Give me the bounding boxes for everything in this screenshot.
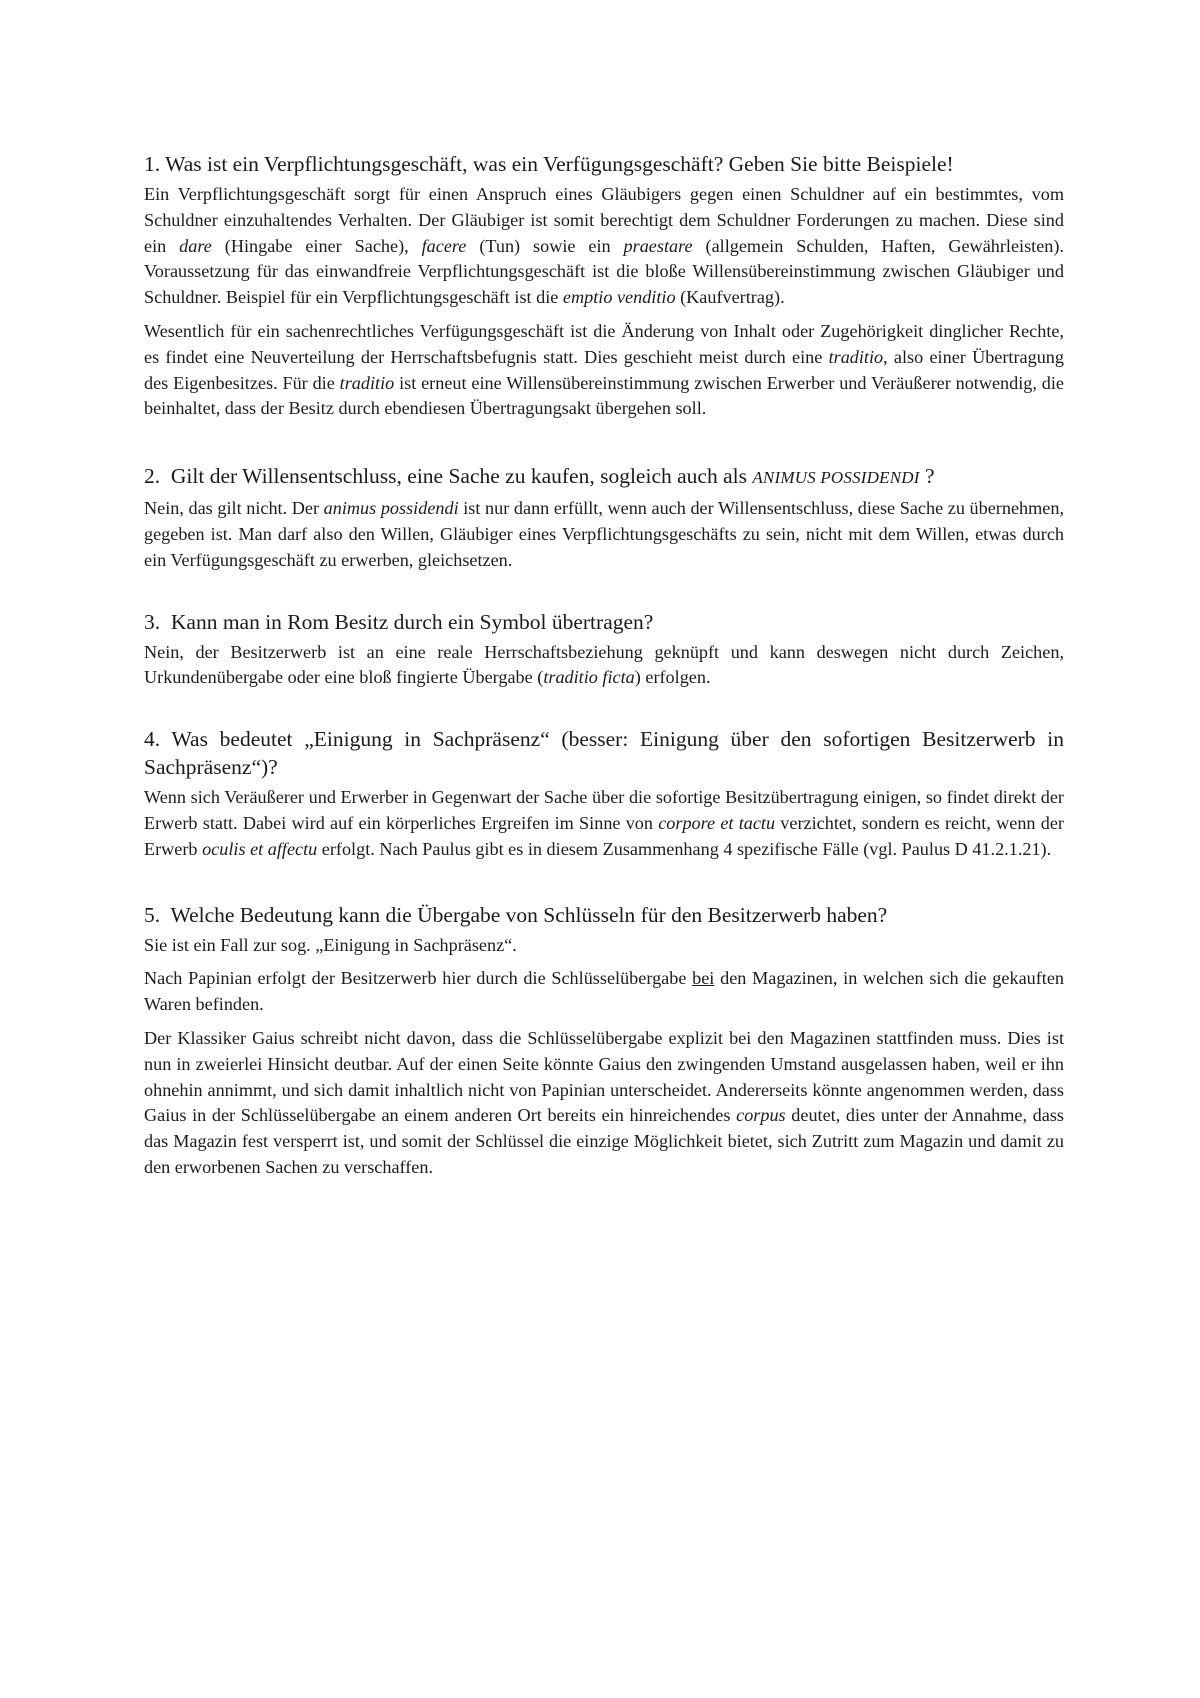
- question-text: Was bedeutet „Einigung in Sachpräsenz“ (besser: Einigung über den sofortigen Besitzerwerb in Sachpräsenz“)?: [144, 727, 1064, 780]
- latin-term: dare: [179, 235, 212, 256]
- document-page: [144, 150, 1064, 1213]
- answer-paragraph: [144, 785, 1064, 862]
- answer-text: (Kaufvertrag).: [675, 287, 785, 308]
- answer-text: den Magazinen, in welchen sich die gekauften Waren befinden.: [144, 968, 1065, 1015]
- question-number: 5.: [144, 902, 161, 927]
- answer-paragraph: [144, 966, 1064, 1018]
- answer-text: , also einer Übertragung des Eigenbesitzes. Für die: [144, 346, 1064, 393]
- latin-term: traditio ficta: [543, 667, 635, 688]
- latin-term: emptio venditio: [562, 287, 676, 308]
- question-4: [144, 725, 1064, 781]
- latin-term: corpore et tactu: [658, 812, 776, 833]
- question-2: [144, 462, 1064, 492]
- answer-text: (Tun) sowie ein: [466, 235, 624, 256]
- section-1: [144, 150, 1064, 422]
- answer-paragraph: [144, 1026, 1064, 1181]
- section-3: [144, 608, 1064, 692]
- answer-text: Der Klassiker Gaius schreibt nicht davon, dass die Schlüsselübergabe explizit bei den Magazinen stattfinden muss. Dies ist nun in zweierlei Hinsicht deutbar. Auf der einen Seite könnte Gaius den zwingenden Umstand ausgelassen haben, weil er ihn ohnehin annimmt, und sich damit inhaltlich nicht von Papinian unterscheidet. Andererseits könnte angenommen werden, dass Gaius in der Schlüsselübergabe an einem anderen Ort bereits ein hinreichendes: [144, 1027, 1064, 1126]
- question-text: Welche Bedeutung kann die Übergabe von Schlüsseln für den Besitzerwerb haben?: [170, 902, 888, 927]
- answer-paragraph: [144, 496, 1064, 573]
- answer-paragraph: [144, 319, 1064, 422]
- section-5: [144, 901, 1064, 1181]
- latin-term: animus possidendi: [323, 498, 459, 519]
- question-text-end: ?: [919, 464, 935, 489]
- answer-text: Ein Verpflichtungsgeschäft sorgt für einen Anspruch eines Gläubigers gegen einen Schuldner auf ein bestimmtes, vom Schuldner einzuhaltendes Verhalten. Der Gläubiger ist somit berechtigt dem Schuldner Forderungen zu machen. Diese sind ein: [144, 184, 1064, 256]
- answer-text: deutet, dies unter der Annahme, dass das Magazin fest versperrt ist, und somit der Schlüssel die einzige Möglichkeit bietet, sich Zutritt zum Magazin und damit zu den erworbenen Sachen zu verschaffen.: [144, 1105, 1065, 1177]
- underlined-term: bei: [692, 968, 715, 989]
- question-3: [144, 608, 1064, 636]
- question-number: 3.: [144, 609, 161, 634]
- answer-text: ist erneut eine Willensübereinstimmung zwischen Erwerber und Veräußerer notwendig, die beinhaltet, dass der Besitz durch ebendiesen Übertragungsakt übergehen soll.: [144, 372, 1064, 419]
- latin-term: ANIMUS POSSIDENDI: [752, 468, 920, 488]
- answer-text: verzichtet, sondern es reicht, wenn der Erwerb: [144, 812, 1064, 859]
- answer-text: Nein, das gilt nicht. Der: [144, 498, 324, 519]
- answer-paragraph: [144, 640, 1064, 692]
- answer-text: ) erfolgen.: [634, 667, 711, 688]
- answer-text: Wenn sich Veräußerer und Erwerber in Gegenwart der Sache über die sofortige Besitzübertragung einigen, so findet direkt der Erwerb statt. Dabei wird auf ein körperliches Ergreifen im Sinne von: [144, 787, 1064, 833]
- section-2: [144, 462, 1064, 573]
- answer-text: (allgemein Schulden, Haften, Gewährleisten). Voraussetzung für das einwandfreie Verpflichtungsgeschäft ist die bloße Willensübereinstimmung zwischen Gläubiger und Schuldner. Beispiel für ein Verpflichtungsgeschäft ist die: [144, 235, 1064, 308]
- question-text: Was ist ein Verpflichtungsgeschäft, was ein Verfügungsgeschäft? Geben Sie bitte Beispiele!: [165, 152, 954, 176]
- answer-text: Wesentlich für ein sachenrechtliches Verfügungsgeschäft ist die Änderung von Inhalt oder Zugehörigkeit dinglicher Rechte, es findet eine Neuverteilung der Herrschaftsbefugnis statt. Dies geschieht meist durch eine: [144, 320, 1064, 367]
- answer-paragraph: [144, 933, 1064, 959]
- latin-term: corpus: [736, 1105, 786, 1126]
- question-text: Gilt der Willensentschluss, eine Sache zu kaufen, sogleich auch als: [170, 464, 747, 489]
- answer-text: ist nur dann erfüllt, wenn auch der Willensentschluss, diese Sache zu übernehmen, gegeben ist. Man darf also den Willen, Gläubiger eines Verpflichtungsgeschäfts zu sein, nicht mit dem Willen, etwas durch ein Verfügungsgeschäft zu erwerben, gleichsetzen.: [144, 498, 1064, 570]
- answer-text: (Hingabe einer Sache),: [211, 235, 422, 256]
- answer-paragraph: [144, 182, 1064, 311]
- question-number: 4.: [144, 727, 161, 752]
- section-4: [144, 725, 1064, 862]
- question-1: [144, 150, 1064, 178]
- latin-term: traditio: [828, 346, 884, 367]
- answer-text: Sie ist ein Fall zur sog. „Einigung in Sachpräsenz“.: [144, 934, 517, 955]
- latin-term: oculis et affectu: [202, 838, 318, 859]
- answer-text: Nach Papinian erfolgt der Besitzerwerb hier durch die Schlüsselübergabe: [144, 968, 693, 989]
- latin-term: traditio: [339, 372, 395, 393]
- question-number: 2.: [144, 464, 161, 489]
- question-5: [144, 901, 1064, 929]
- latin-term: facere: [421, 235, 467, 256]
- question-number: 1.: [144, 152, 161, 176]
- answer-text: Nein, der Besitzerwerb ist an eine reale Herrschaftsbeziehung geknüpft und kann deswegen nicht durch Zeichen, Urkundenübergabe oder eine bloß fingierte Übergabe (: [144, 641, 1064, 688]
- answer-text: erfolgt. Nach Paulus gibt es in diesem Zusammenhang 4 spezifische Fälle (vgl. Paulus D 41.2.1.21).: [317, 838, 1052, 859]
- question-text: Kann man in Rom Besitz durch ein Symbol übertragen?: [170, 609, 654, 634]
- latin-term: praestare: [623, 235, 693, 256]
